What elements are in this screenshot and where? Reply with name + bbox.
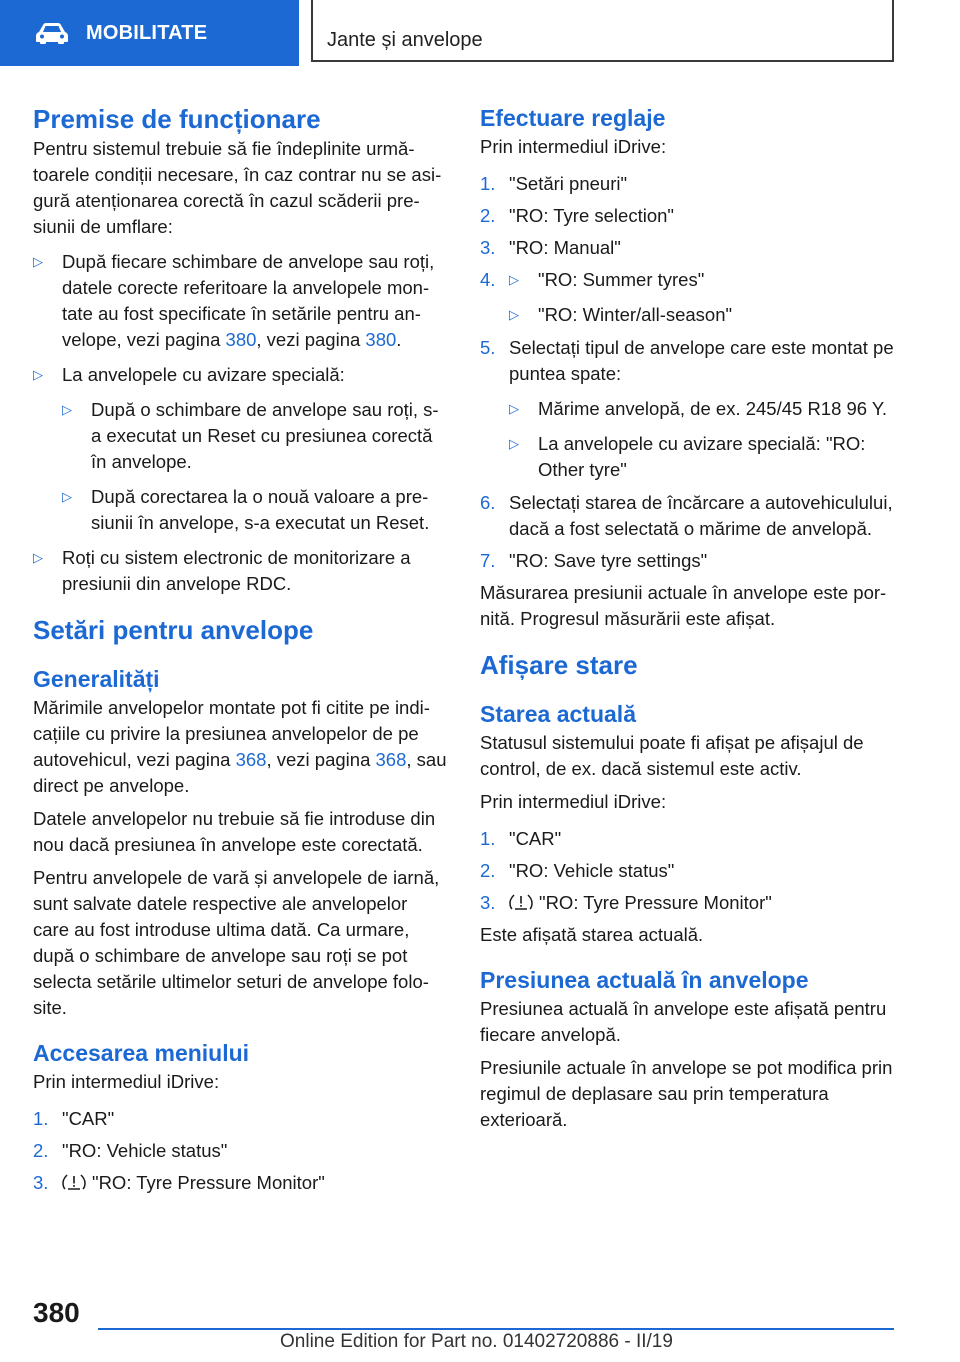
list-item: ▷ "RO: Winter/all-season" (509, 302, 895, 328)
page-link[interactable]: 368 (375, 749, 407, 770)
sub-list (509, 396, 895, 483)
paragraph-starea3: Este afișată starea actuală. (480, 924, 704, 945)
heading-presiunea: Presiunea actuală în anvelope (480, 967, 809, 993)
footer-divider (98, 1328, 894, 1330)
list-item: 1. "CAR" (480, 828, 562, 849)
page-link[interactable]: 368 (235, 749, 267, 770)
paragraph-starea2: Prin intermediul iDrive: (480, 791, 667, 812)
list-item: ▷ Roți cu sistem electronic de monitorizare a presiunii din anvelope RDC. (33, 547, 411, 594)
page-number: 380 (33, 1297, 80, 1328)
list-item: ▷ La anvelopele cu avizare specială: ▷ După o schimbare de anvelope sau roți, s-a executat un Reset cu presiunea corectă în anvelope. ▷ După corectarea la o nouă valoare a presiunii în anvelope, s-a executat un Reset. (33, 362, 448, 536)
heading-reglaje: Efectuare reglaje (480, 105, 666, 131)
heading-starea: Starea actuală (480, 701, 636, 727)
paragraph-gen3: Pentru anvelopele de vară și anvelopele de iarnă, sunt salvate datele respective ale anvelopelor care au fost introduse ultima dată. Ca urmare, după o schimbare de anvelope sau roți se pot selecta setările ultimelor seturi de anvelope folosite. (33, 867, 440, 1018)
list-item: 3. "RO: Manual" (480, 237, 621, 258)
paragraph-pres1: Presiunea actuală în anvelope este afișată pentru fiecare anvelopă. (480, 998, 887, 1045)
footer-edition: Online Edition for Part no. 01402720886 - II/19 (280, 1331, 673, 1352)
bullet-triangle-icon: ▷ (62, 402, 72, 417)
sub-list (62, 397, 448, 536)
heading-generalitati: Generalități (33, 666, 160, 692)
list-item: ▷ Mărime anvelopă, de ex. 245/45 R18 96 Y. (509, 396, 895, 422)
list-item: 3. "RO: Tyre Pressure Monitor" (480, 892, 772, 913)
bullet-triangle-icon: ▷ (509, 436, 519, 451)
list-item: 4. ▷ "RO: Summer tyres" ▷ "RO: Winter/all-season" (480, 267, 895, 328)
settings-steps (480, 171, 895, 574)
right-column (480, 102, 895, 1140)
bullet-triangle-icon: ▷ (509, 401, 519, 416)
paragraph-pres2: Presiunile actuale în anvelope se pot modifica prin regimul de deplasare sau prin temperatura exterioară. (480, 1057, 893, 1130)
paragraph-starea1: Statusul sistemului poate fi afișat pe afișajul de control, de ex. dacă sistemul este activ. (480, 732, 864, 779)
list-item: 2. "RO: Vehicle status" (33, 1140, 228, 1161)
list-item: 5. Selectați tipul de anvelope care este montat pe puntea spate: ▷ Mărime anvelopă, de ex. 245/45 R18 96 Y. ▷ La anvelopele cu avizare specială: "RO: Other tyre" (480, 335, 895, 483)
bullet-triangle-icon: ▷ (33, 367, 43, 382)
list-item: ▷ După o schimbare de anvelope sau roți, s-a executat un Reset cu presiunea corectă în anvelope. (62, 399, 439, 472)
list-item: ▷ După fiecare schimbare de anvelope sau roți, datele corecte referitoare la anvelopele montate au fost specificate în setările pentru anvelope, vezi pagina 380, vezi pagina 380. (33, 251, 435, 350)
list-item: 1. "CAR" (33, 1108, 115, 1129)
status-steps (480, 826, 895, 916)
heading-setari: Setări pentru anvelope (33, 615, 314, 645)
paragraph-gen2: Datele anvelopelor nu trebuie să fie introduse din nou dacă presiunea în anvelope este corectată. (33, 808, 436, 855)
section-label: MOBILITATE (86, 21, 208, 44)
chapter-title: Jante și anvelope (311, 0, 894, 62)
paragraph-gen1: Mărimile anvelopelor montate pot fi citite pe indicațiile cu privire la presiunea anvelopelor de pe autovehicul, vezi pagina 368, vezi pagina 368, sau direct pe anvelope. (33, 697, 447, 796)
list-item: ▷ "RO: Summer tyres" (509, 267, 895, 293)
paragraph-reglaje: Prin intermediul iDrive: (480, 136, 667, 157)
paragraph-premise: Pentru sistemul trebuie să fie îndeplinite următoarele condiții necesare, în caz contrar nu se asigură atenționarea corectă în cazul scăderii presiunii de umflare: (33, 138, 442, 237)
list-item: 3. "RO: Tyre Pressure Monitor" (33, 1172, 325, 1193)
tyre-pressure-warning-icon (62, 1173, 86, 1191)
list-item: 7. "RO: Save tyre settings" (480, 550, 708, 571)
access-steps (33, 1106, 448, 1196)
bullet-triangle-icon: ▷ (33, 550, 43, 565)
paragraph-accesarea: Prin intermediul iDrive: (33, 1071, 220, 1092)
heading-accesarea: Accesarea meniului (33, 1040, 250, 1066)
list-item: 2. "RO: Tyre selection" (480, 205, 674, 226)
list-item: 2. "RO: Vehicle status" (480, 860, 675, 881)
left-column (33, 102, 448, 1202)
page-link[interactable]: 380 (365, 329, 397, 350)
bullet-triangle-icon: ▷ (62, 489, 72, 504)
bullet-triangle-icon: ▷ (509, 272, 519, 287)
paragraph-masurare: Măsurarea presiunii actuale în anvelope este pornită. Progresul măsurării este afișat. (480, 582, 887, 629)
list-item: ▷ La anvelopele cu avizare specială: "RO: Other tyre" (509, 433, 866, 480)
heading-premise: Premise de funcționare (33, 104, 321, 134)
list-item: 6. Selectați starea de încărcare a autovehiculului, dacă a fost selectată o mărime de anvelopă. (480, 492, 893, 539)
bullet-triangle-icon: ▷ (33, 254, 43, 269)
page-header (0, 0, 960, 66)
section-tab[interactable] (0, 0, 299, 66)
list-item: ▷ După corectarea la o nouă valoare a presiunii în anvelope, s-a executat un Reset. (62, 486, 430, 533)
list-item: 1. "Setări pneuri" (480, 173, 628, 194)
heading-afisare: Afișare stare (480, 650, 638, 680)
page-link[interactable]: 380 (225, 329, 257, 350)
tyre-pressure-warning-icon (509, 893, 533, 911)
premise-list (33, 249, 448, 597)
car-icon (35, 22, 69, 44)
sub-list (509, 267, 895, 328)
bullet-triangle-icon: ▷ (509, 307, 519, 322)
